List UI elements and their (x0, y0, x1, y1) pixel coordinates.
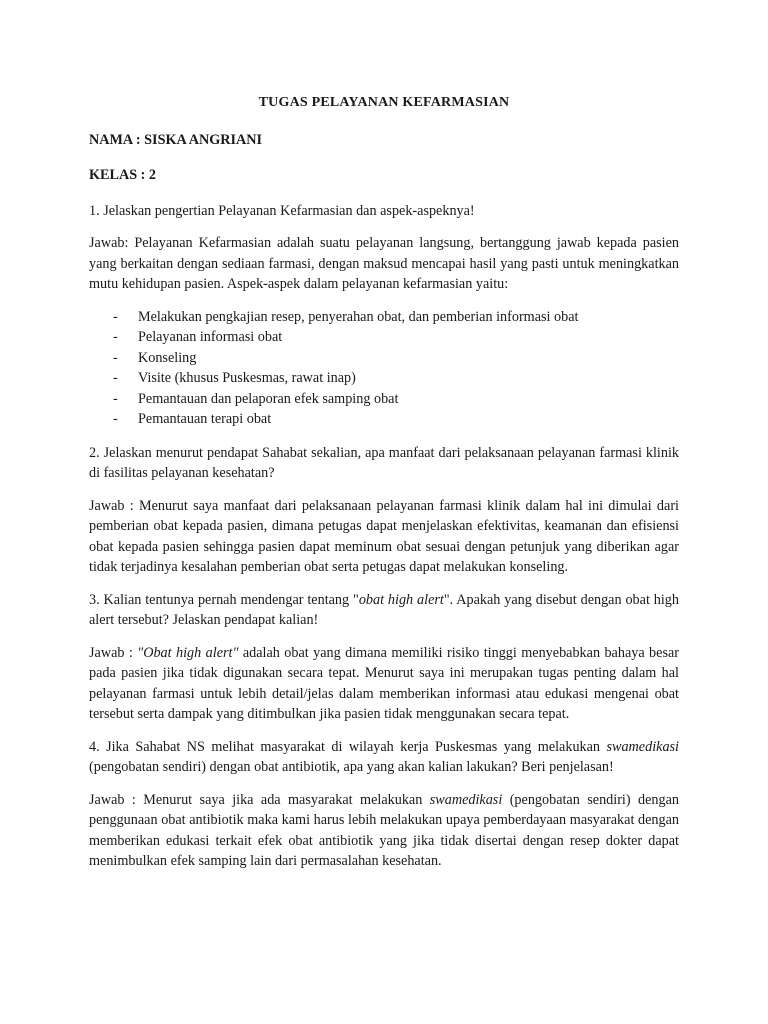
list-item (113, 348, 679, 369)
list-item-text: Pemantauan dan pelaporan efek samping obat (138, 390, 399, 407)
document-body (89, 93, 679, 884)
question-3 (89, 590, 679, 631)
bullet-dash: - (113, 308, 118, 325)
document-title: TUGAS PELAYANAN KEFARMASIAN (258, 95, 510, 110)
bullet-dash: - (113, 411, 118, 427)
student-class: KELAS : 2 (89, 167, 157, 183)
answer-4-prefix: Jawab : Menurut saya jika ada masyarakat melakukan (89, 791, 430, 808)
question-3-italic-term: obat high alert (358, 591, 444, 608)
answer-3-text: adalah obat yang dimana memiliki risiko tinggi menyebabkan bahaya besar pada pasien jika tidak digunakan secara tepat. Menurut saya ini merupakan tugas penting dalam hal pelayanan farmasi untuk lebih detail/jelas dalam memberikan informasi atau edukasi mengenai obat tersebut serta dampak yang ditimbulkan jika pasien tidak menggunakan secara tepat. (89, 644, 679, 722)
aspects-list (89, 307, 679, 430)
student-name: NAMA : SISKA ANGRIANI (89, 131, 263, 148)
list-item-text: Konseling (138, 349, 197, 366)
answer-4-italic-term: swamedikasi (429, 791, 503, 808)
question-1: 1. Jelaskan pengertian Pelayanan Kefarmasian dan aspek-aspeknya! (89, 202, 475, 219)
list-item (113, 327, 679, 348)
answer-3-italic-term: "Obat high alert" (137, 644, 239, 661)
question-4-text-end: (pengobatan sendiri) dengan obat antibiotik, apa yang akan kalian lakukan? Beri penjelasan! (89, 759, 614, 775)
answer-4-text: (pengobatan sendiri) dengan penggunaan obat antibiotik maka kami harus lebih melakukan upaya pemberdayaan masyarakat dengan memberikan edukasi terkait efek obat antibiotik yang jika tidak disertai dengan resep dokter dapat menimbulkan efek samping lain dari permasalahan kesehatan. (89, 791, 679, 869)
answer-3-prefix: Jawab : (89, 644, 138, 661)
question-2: 2. Jelaskan menurut pendapat Sahabat sekalian, apa manfaat dari pelaksanaan pelayanan farmasi klinik di fasilitas pelayanan kesehatan? (89, 444, 679, 481)
answer-3 (89, 643, 679, 725)
bullet-dash: - (113, 329, 118, 345)
list-item-text: Pelayanan informasi obat (138, 329, 283, 345)
list-item-text: Melakukan pengkajian resep, penyerahan obat, dan pemberian informasi obat (138, 308, 579, 325)
question-3-text-end: ". Apakah yang disebut dengan obat high alert tersebut? Jelaskan pendapat kalian! (89, 591, 679, 628)
question-4-text-start: 4. Jika Sahabat NS melihat masyarakat di wilayah kerja Puskesmas yang melakukan (89, 738, 607, 755)
question-4-italic-term: swamedikasi (606, 738, 679, 755)
list-item (113, 368, 679, 389)
list-item-text: Pemantauan terapi obat (138, 411, 272, 427)
answer-1: Jawab: Pelayanan Kefarmasian adalah suatu pelayanan langsung, bertanggung jawab kepada pasien yang berkaitan dengan sediaan farmasi, dengan maksud mencapai hasil yang pasti untuk meningkatkan mutu kehidupan pasien. Aspek-aspek dalam pelayanan kefarmasian yaitu: (89, 235, 679, 292)
list-item (113, 307, 679, 328)
question-3-text-start: 3. Kalian tentunya pernah mendengar tentang " (89, 591, 359, 608)
list-item (113, 409, 679, 430)
bullet-dash: - (113, 370, 118, 386)
bullet-dash: - (113, 349, 118, 366)
list-item (113, 389, 679, 410)
bullet-dash: - (113, 390, 118, 407)
question-4 (89, 737, 679, 778)
answer-2: Jawab : Menurut saya manfaat dari pelaksanaan pelayanan farmasi klinik dalam hal ini dimulai dari pemberian obat kepada pasien, dimana petugas dapat menjelaskan efektivitas, keamanan dan efisiensi obat kepada pasien sehingga pasien dapat meminum obat sesuai dengan petunjuk yang diberikan agar tidak terjadinya kesalahan pemberian obat serta petugas dapat melakukan konseling. (89, 497, 679, 575)
list-item-text: Visite (khusus Puskesmas, rawat inap) (138, 370, 356, 386)
answer-4 (89, 790, 679, 872)
